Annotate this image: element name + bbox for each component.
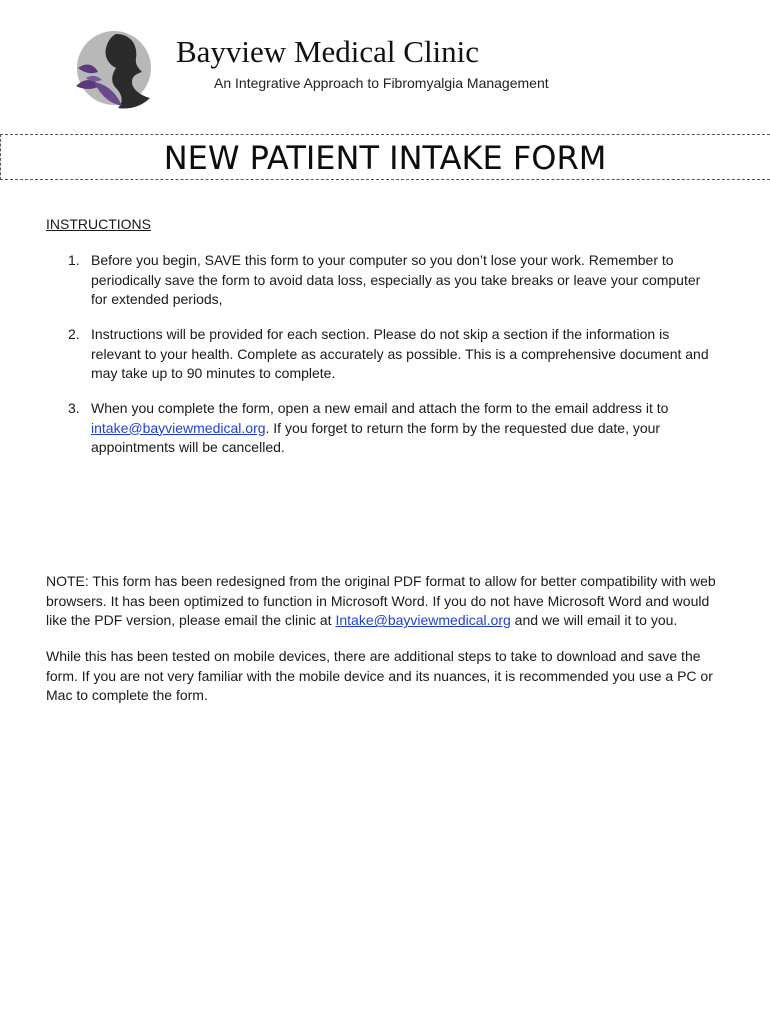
step-text-after: . If you forget to return the form by the requested due date, your appointments will be cancelled. xyxy=(91,419,661,456)
form-title: NEW PATIENT INTAKE FORM xyxy=(163,139,607,177)
clinic-logo xyxy=(72,28,154,112)
clinic-logo-icon xyxy=(72,28,154,112)
step-text-before: When you complete the form, open a new email and attach the form to the email address it to xyxy=(91,400,669,416)
step-number: 3. xyxy=(68,400,80,416)
step-number: 2. xyxy=(68,326,80,342)
step-number: 1. xyxy=(68,252,80,268)
instructions-heading: INSTRUCTIONS xyxy=(46,216,151,232)
pdf-request-email-link[interactable]: Intake@bayviewmedical.org xyxy=(335,612,511,629)
step-text: Instructions will be provided for each section. Please do not skip a section if the information is relevant to your health. Complete as accurately as possible. This is a comprehensive document and may take up to 90 minutes to complete. xyxy=(91,326,709,382)
pdf-note-paragraph xyxy=(46,572,718,631)
intake-email-link[interactable]: intake@bayviewmedical.org xyxy=(91,419,266,436)
step-text xyxy=(91,399,711,458)
mobile-note-paragraph: While this has been tested on mobile devices, there are additional steps to take to download and save the form. If you are not very familiar with the mobile device and its nuances, it is recommended you use a PC or Mac to complete the form. xyxy=(46,648,713,704)
clinic-tagline: An Integrative Approach to Fibromyalgia Management xyxy=(214,75,549,91)
note-text-before: NOTE: This form has been redesigned from the original PDF format to allow for better compatibility with web browsers. It has been optimized to function in Microsoft Word. If you do not have Microsoft Word and would like the PDF version, please email the clinic at xyxy=(46,573,716,629)
clinic-name: Bayview Medical Clinic xyxy=(176,34,480,69)
note-text-after: and we will email it to you. xyxy=(510,612,678,629)
step-text: Before you begin, SAVE this form to your computer so you don’t lose your work. Remember to periodically save the form to avoid data loss, especially as you take breaks or leave your computer for extended periods, xyxy=(91,252,701,308)
